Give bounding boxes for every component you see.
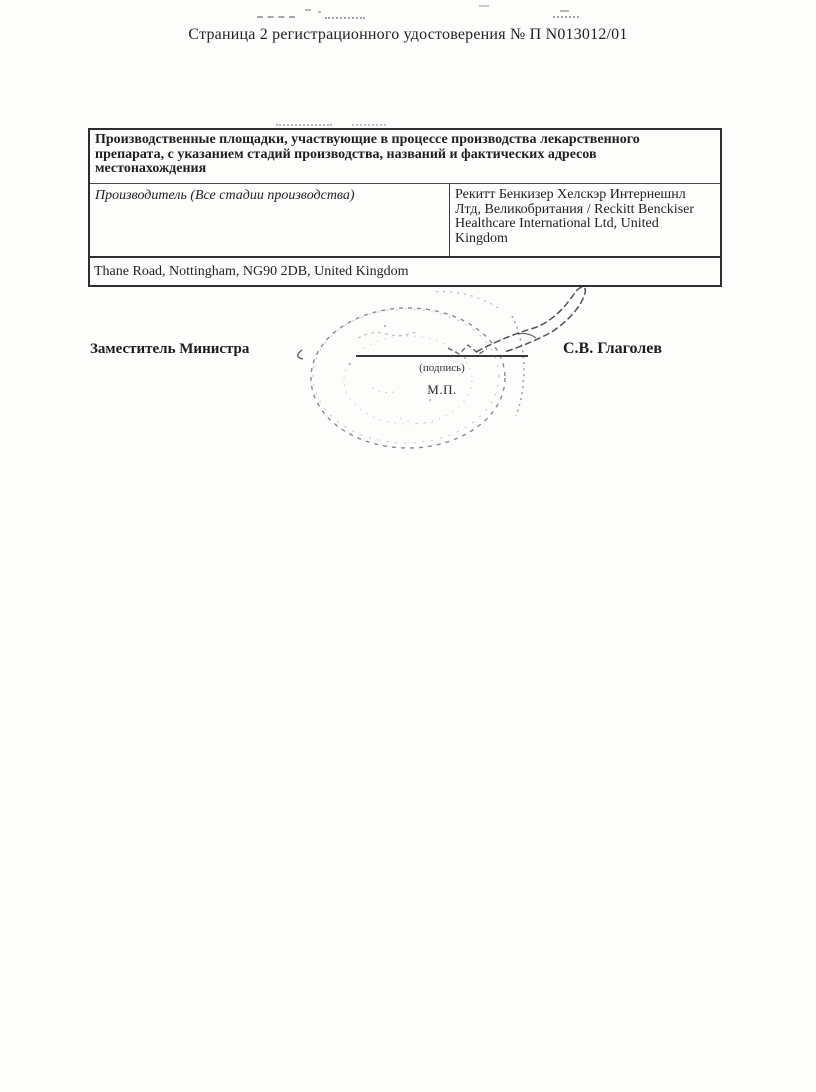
manufacturer-name-cell: Рекитт Бенкизер Хелскэр Интернешнл Лтд, Великобритания / Reckitt Benckiser Healthcare International Ltd, United Kingdom bbox=[455, 186, 695, 247]
scan-noise-mark bbox=[553, 16, 579, 18]
scan-noise-mark bbox=[352, 124, 386, 126]
stamp-interior-marks bbox=[400, 418, 434, 423]
stamp-outer-ring bbox=[311, 308, 505, 448]
scan-noise-mark bbox=[305, 9, 311, 11]
scan-noise-mark bbox=[257, 16, 295, 18]
scan-noise-mark bbox=[479, 5, 489, 7]
scan-noise-mark bbox=[318, 11, 321, 13]
scan-noise-mark bbox=[276, 124, 332, 126]
manufacturer-address-cell: Thane Road, Nottingham, NG90 2DB, United Kingdom bbox=[94, 263, 409, 279]
stamp-outer-ring-echo bbox=[313, 309, 499, 443]
stamp-inner-ring bbox=[344, 336, 472, 424]
signer-title: Заместитель Министра bbox=[90, 341, 250, 357]
signature-line bbox=[356, 355, 528, 357]
table-row bbox=[90, 184, 720, 258]
stamp-interior-marks bbox=[358, 332, 416, 338]
manufacturing-sites-table bbox=[88, 128, 722, 287]
scan-noise-mark bbox=[325, 17, 365, 19]
seal-place-label: М.П. bbox=[427, 382, 457, 397]
signer-name: С.В. Глаголев bbox=[563, 340, 662, 357]
page-title: Страница 2 регистрационного удостоверения № П N013012/01 bbox=[188, 26, 628, 43]
table-header-cell: Производственные площадки, участвующие в процессе производства лекарственного препарата, с указанием стадий производства, названий и фактических адресов местонахождения bbox=[90, 130, 720, 184]
scan-noise-mark bbox=[560, 10, 569, 12]
stamp-text-arc bbox=[432, 292, 498, 308]
handwritten-signature-stroke bbox=[298, 287, 586, 359]
signature-caption: (подпись) bbox=[419, 362, 465, 374]
manufacturer-role-cell: Производитель (Все стадии производства) bbox=[90, 184, 450, 256]
